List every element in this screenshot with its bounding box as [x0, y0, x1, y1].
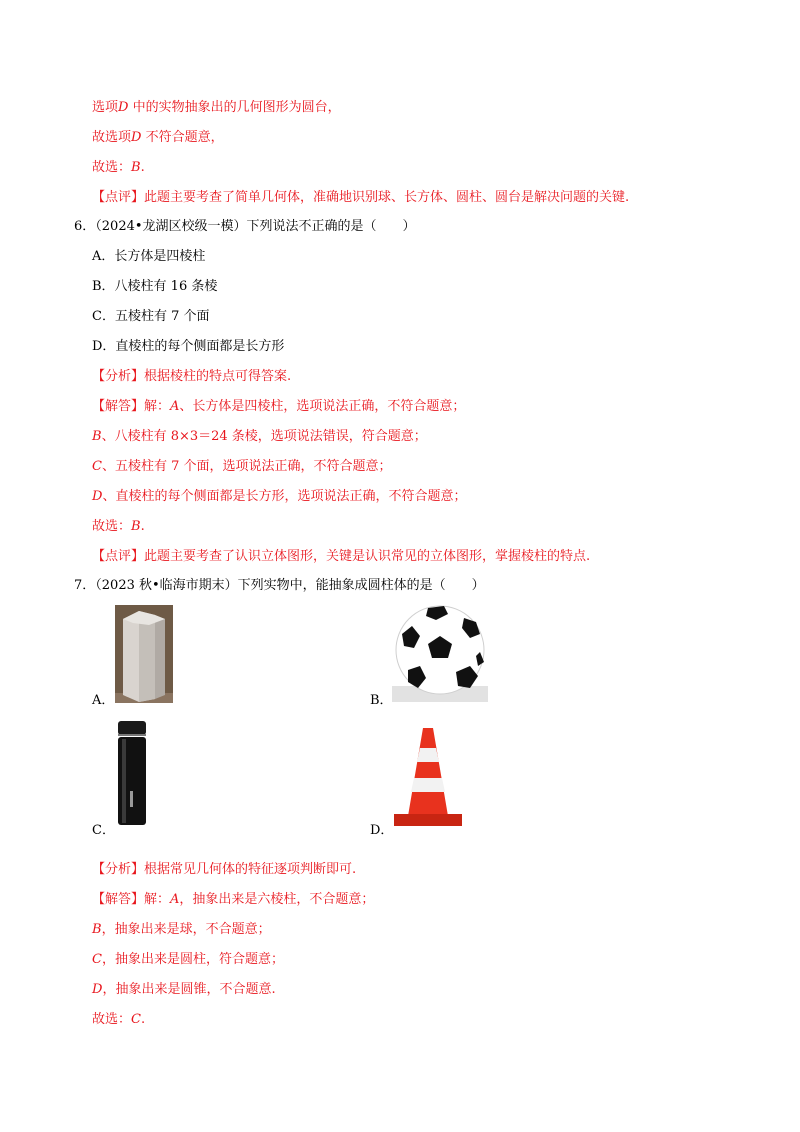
text: ，抽象出来是六棱柱，不合题意； [179, 892, 375, 907]
text: 【解答】解： [92, 892, 171, 907]
prev-choose-line [92, 159, 145, 177]
variable: C [92, 459, 102, 474]
variable: B [92, 922, 102, 937]
q7-solution-line-1 [92, 891, 374, 909]
text: 、长方体是四棱柱，选项说法正确，不符合题意； [179, 399, 466, 414]
q7-option-b-label: B． [370, 693, 393, 708]
text: . [140, 519, 145, 534]
q6-choose-line [92, 518, 145, 536]
cylindrical-flask-image [114, 721, 150, 827]
q7-solution-line-2 [92, 921, 271, 939]
text: 、直棱柱的每个侧面都是长方形，选项说法正确，不符合题意； [102, 489, 467, 504]
q6-analysis: 【分析】根据棱柱的特点可得答案. [92, 369, 292, 384]
q6-solution-line-3 [92, 458, 392, 476]
q7-option-c-label: C． [92, 823, 115, 838]
q6-option-c: C．五棱柱有 7 个面 [92, 309, 210, 324]
variable: B [131, 160, 141, 175]
text: . [140, 160, 145, 175]
text: 故选： [92, 160, 132, 175]
q7-choose-line [92, 1011, 145, 1029]
q6-solution-line-2 [92, 428, 427, 446]
q7-solution-line-3 [92, 951, 284, 969]
q7-option-d-label: D． [370, 823, 394, 838]
variable: D [118, 100, 129, 115]
text: 选项 [92, 100, 119, 115]
q7-analysis: 【分析】根据常见几何体的特征逐项判断即可. [92, 862, 357, 877]
text: 不符合题意， [141, 130, 224, 145]
q6-stem: 6．（2024•龙湖区校级一模）下列说法不正确的是（ ） [74, 219, 416, 234]
variable: D [92, 982, 103, 997]
q6-option-d: D．直棱柱的每个侧面都是长方形 [92, 339, 285, 354]
text: ，抽象出来是圆柱，符合题意； [101, 952, 284, 967]
q6-comment: 【点评】此题主要考查了认识立体图形，关键是认识常见的立体图形，掌握棱柱的特点. [92, 549, 591, 564]
text: 故选项 [92, 130, 132, 145]
text: 、五棱柱有 7 个面，选项说法正确，不符合题意； [101, 459, 392, 474]
text: ，抽象出来是圆锥，不合题意. [102, 982, 276, 997]
variable: A [170, 399, 180, 414]
variable: D [131, 130, 142, 145]
traffic-cone-image [392, 726, 464, 828]
variable: D [92, 489, 103, 504]
q6-solution-line-1 [92, 398, 465, 416]
hexagonal-prism-image [115, 605, 173, 703]
q6-option-a: A．长方体是四棱柱 [92, 249, 206, 264]
text: 故选： [92, 519, 132, 534]
q7-stem: 7．（2023 秋•临海市期末）下列实物中，能抽象成圆柱体的是（ ） [74, 578, 485, 593]
soccer-ball-image [392, 600, 488, 702]
prev-solution-line-1 [92, 99, 341, 117]
q7-option-a-label: A． [92, 693, 115, 708]
variable: A [170, 892, 180, 907]
text: 中的实物抽象出的几何图形为圆台， [128, 100, 341, 115]
prev-comment: 【点评】此题主要考查了简单几何体，准确地识别球、长方体、圆柱、圆台是解决问题的关键. [92, 190, 630, 205]
text: ，抽象出来是球，不合题意； [101, 922, 271, 937]
variable: C [131, 1012, 141, 1027]
variable: B [92, 429, 102, 444]
prev-solution-line-2 [92, 129, 224, 147]
text: . [140, 1012, 146, 1027]
variable: B [131, 519, 141, 534]
text: 【解答】解： [92, 399, 171, 414]
q7-solution-line-4 [92, 981, 276, 999]
q6-option-b: B．八棱柱有 16 条棱 [92, 279, 218, 294]
text: 故选： [92, 1012, 132, 1027]
q6-solution-line-4 [92, 488, 466, 506]
variable: C [92, 952, 102, 967]
text: 、八棱柱有 8×3＝24 条棱，选项说法错误，符合题意； [101, 429, 427, 444]
